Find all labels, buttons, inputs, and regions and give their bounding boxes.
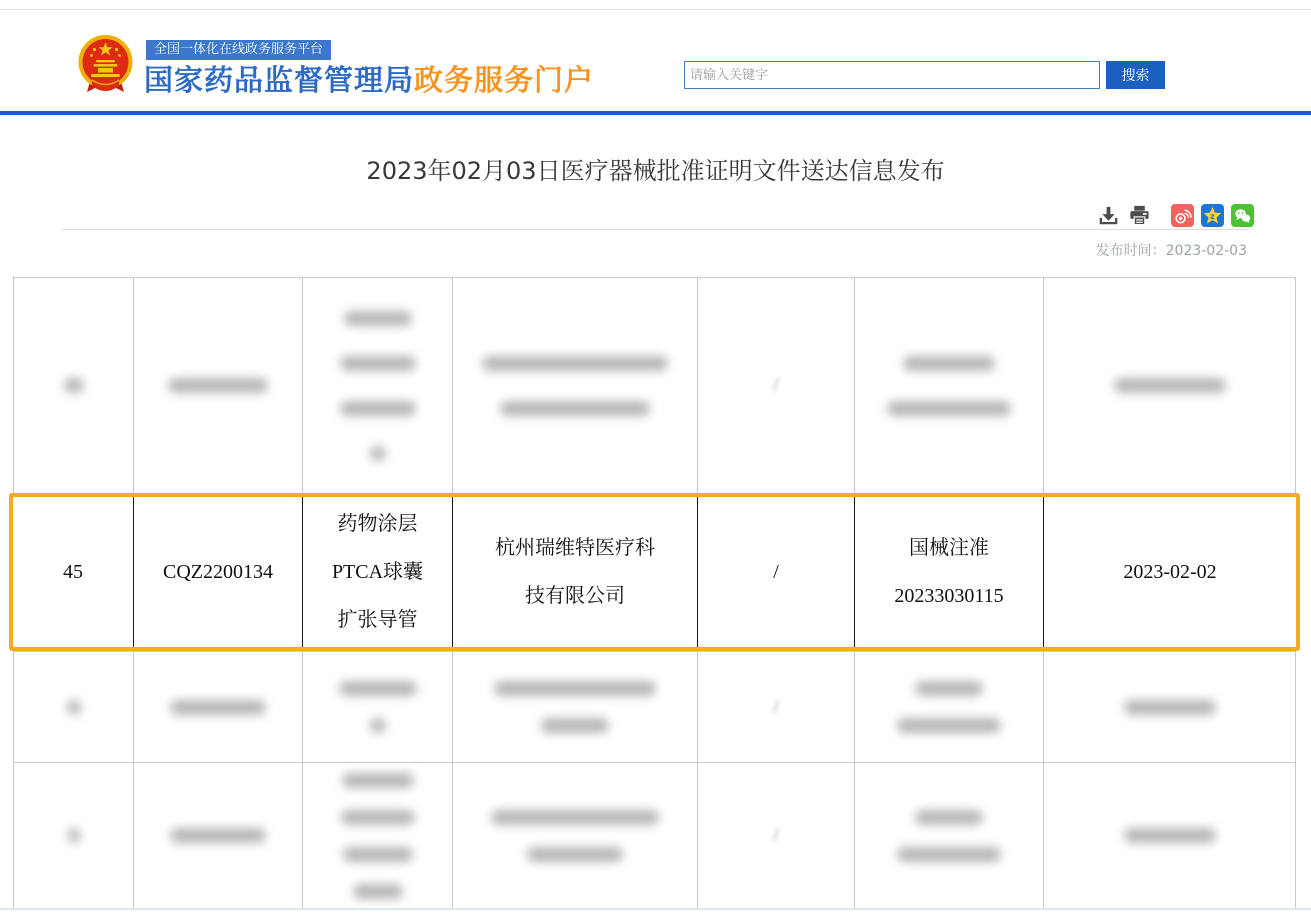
blurred-text-blob <box>170 828 266 843</box>
page-title: 2023年02月03日医疗器械批准证明文件送达信息发布 <box>366 157 945 185</box>
print-icon[interactable] <box>1127 203 1151 227</box>
blurred-text-blob <box>343 847 413 862</box>
blurred-text-blob <box>887 401 1011 416</box>
table-cell-blurred <box>855 278 1044 493</box>
blurred-text-blob <box>1114 378 1226 393</box>
weibo-share-icon[interactable] <box>1171 204 1194 227</box>
table-cell-blurred <box>134 278 303 493</box>
blurred-text-blob <box>340 401 416 416</box>
table-cell-blurred <box>303 652 453 762</box>
cell-acceptance-no: CQZ2200134 <box>134 497 303 647</box>
blurred-text-blob <box>903 356 995 371</box>
cell-company-name: 杭州瑞维特医疗科 技有限公司 <box>453 497 698 647</box>
search-input[interactable] <box>684 61 1100 89</box>
table-row-highlighted <box>9 493 1300 651</box>
table-cell-blurred <box>698 763 855 908</box>
blurred-text-blob <box>64 378 84 393</box>
blurred-slash: / <box>773 374 779 396</box>
table-row-blurred <box>13 277 1296 493</box>
blurred-text-blob <box>341 810 415 825</box>
blurred-text-blob <box>344 311 412 326</box>
bottom-divider <box>0 908 1311 910</box>
blurred-text-blob <box>340 356 416 371</box>
table-cell-blurred <box>453 278 698 493</box>
share-toolbar <box>1096 202 1254 228</box>
blurred-text-blob <box>68 828 80 843</box>
svg-text:z: z <box>1210 211 1215 221</box>
publish-label: 发布时间： <box>1095 243 1166 259</box>
table-cell-blurred <box>303 763 453 908</box>
blurred-text-blob <box>353 884 403 899</box>
table-row-blurred <box>13 762 1296 909</box>
table-cell-blurred <box>855 763 1044 908</box>
publish-date: 2023-02-03 <box>1165 243 1247 259</box>
qzone-share-icon[interactable] <box>1201 204 1224 227</box>
table-cell-blurred <box>134 652 303 762</box>
blurred-text-blob <box>500 401 650 416</box>
blurred-text-blob <box>342 773 414 788</box>
site-brand <box>144 58 594 99</box>
blurred-text-blob <box>1124 700 1216 715</box>
search-button[interactable]: 搜索 <box>1106 61 1165 89</box>
blurred-text-blob <box>339 681 417 696</box>
top-divider <box>0 9 1311 10</box>
title-divider <box>62 229 1248 230</box>
blurred-text-blob <box>370 718 386 733</box>
wechat-share-icon[interactable] <box>1231 204 1254 227</box>
cell-approval-date: 2023-02-02 <box>1123 561 1217 583</box>
blurred-slash: / <box>773 695 779 718</box>
blurred-text-blob <box>1124 828 1216 843</box>
cell-registration-no: 国械注准 20233030115 <box>855 497 1044 647</box>
publish-time <box>1096 240 1247 260</box>
cell-remark: / <box>698 497 855 647</box>
agency-name: 国家药品监督管理局 <box>144 63 415 97</box>
blurred-text-blob <box>482 356 668 371</box>
table-cell-blurred <box>13 278 134 493</box>
table-cell-blurred <box>303 278 453 493</box>
table-cell-blurred <box>1044 278 1296 493</box>
blurred-text-blob <box>170 700 266 715</box>
blurred-text-blob <box>527 847 623 862</box>
portal-name: 政务服务门户 <box>414 63 595 97</box>
cell-product-name: 药物涂层 PTCA球囊 扩张导管 <box>303 497 453 647</box>
blurred-text-blob <box>491 810 659 825</box>
table-cell-blurred <box>13 652 134 762</box>
blurred-text-blob <box>915 810 983 825</box>
table-cell-blurred <box>134 763 303 908</box>
header-rule <box>0 111 1311 115</box>
blurred-slash: / <box>773 824 779 846</box>
platform-badge: 全国一体化在线政务服务平台 <box>146 40 331 60</box>
blurred-text-blob <box>897 847 1001 862</box>
blurred-text-blob <box>541 718 609 733</box>
table-cell-blurred <box>1044 763 1296 908</box>
table-cell-blurred <box>453 652 698 762</box>
download-icon[interactable] <box>1096 203 1120 227</box>
table-cell-blurred <box>855 652 1044 762</box>
cell-seq-no: 45 <box>13 497 134 647</box>
table-cell-blurred <box>698 278 855 493</box>
approval-table <box>13 277 1296 909</box>
blurred-text-blob <box>897 718 1001 733</box>
blurred-text-blob <box>915 681 983 696</box>
table-row-blurred <box>13 651 1296 762</box>
blurred-text-blob <box>370 446 386 461</box>
table-cell-blurred <box>13 763 134 908</box>
table-cell-blurred <box>1044 652 1296 762</box>
national-emblem-logo <box>77 34 134 98</box>
table-cell-blurred <box>698 652 855 762</box>
blurred-text-blob <box>168 378 268 393</box>
blurred-text-blob <box>67 700 81 715</box>
blurred-text-blob <box>494 681 656 696</box>
table-cell-blurred <box>453 763 698 908</box>
